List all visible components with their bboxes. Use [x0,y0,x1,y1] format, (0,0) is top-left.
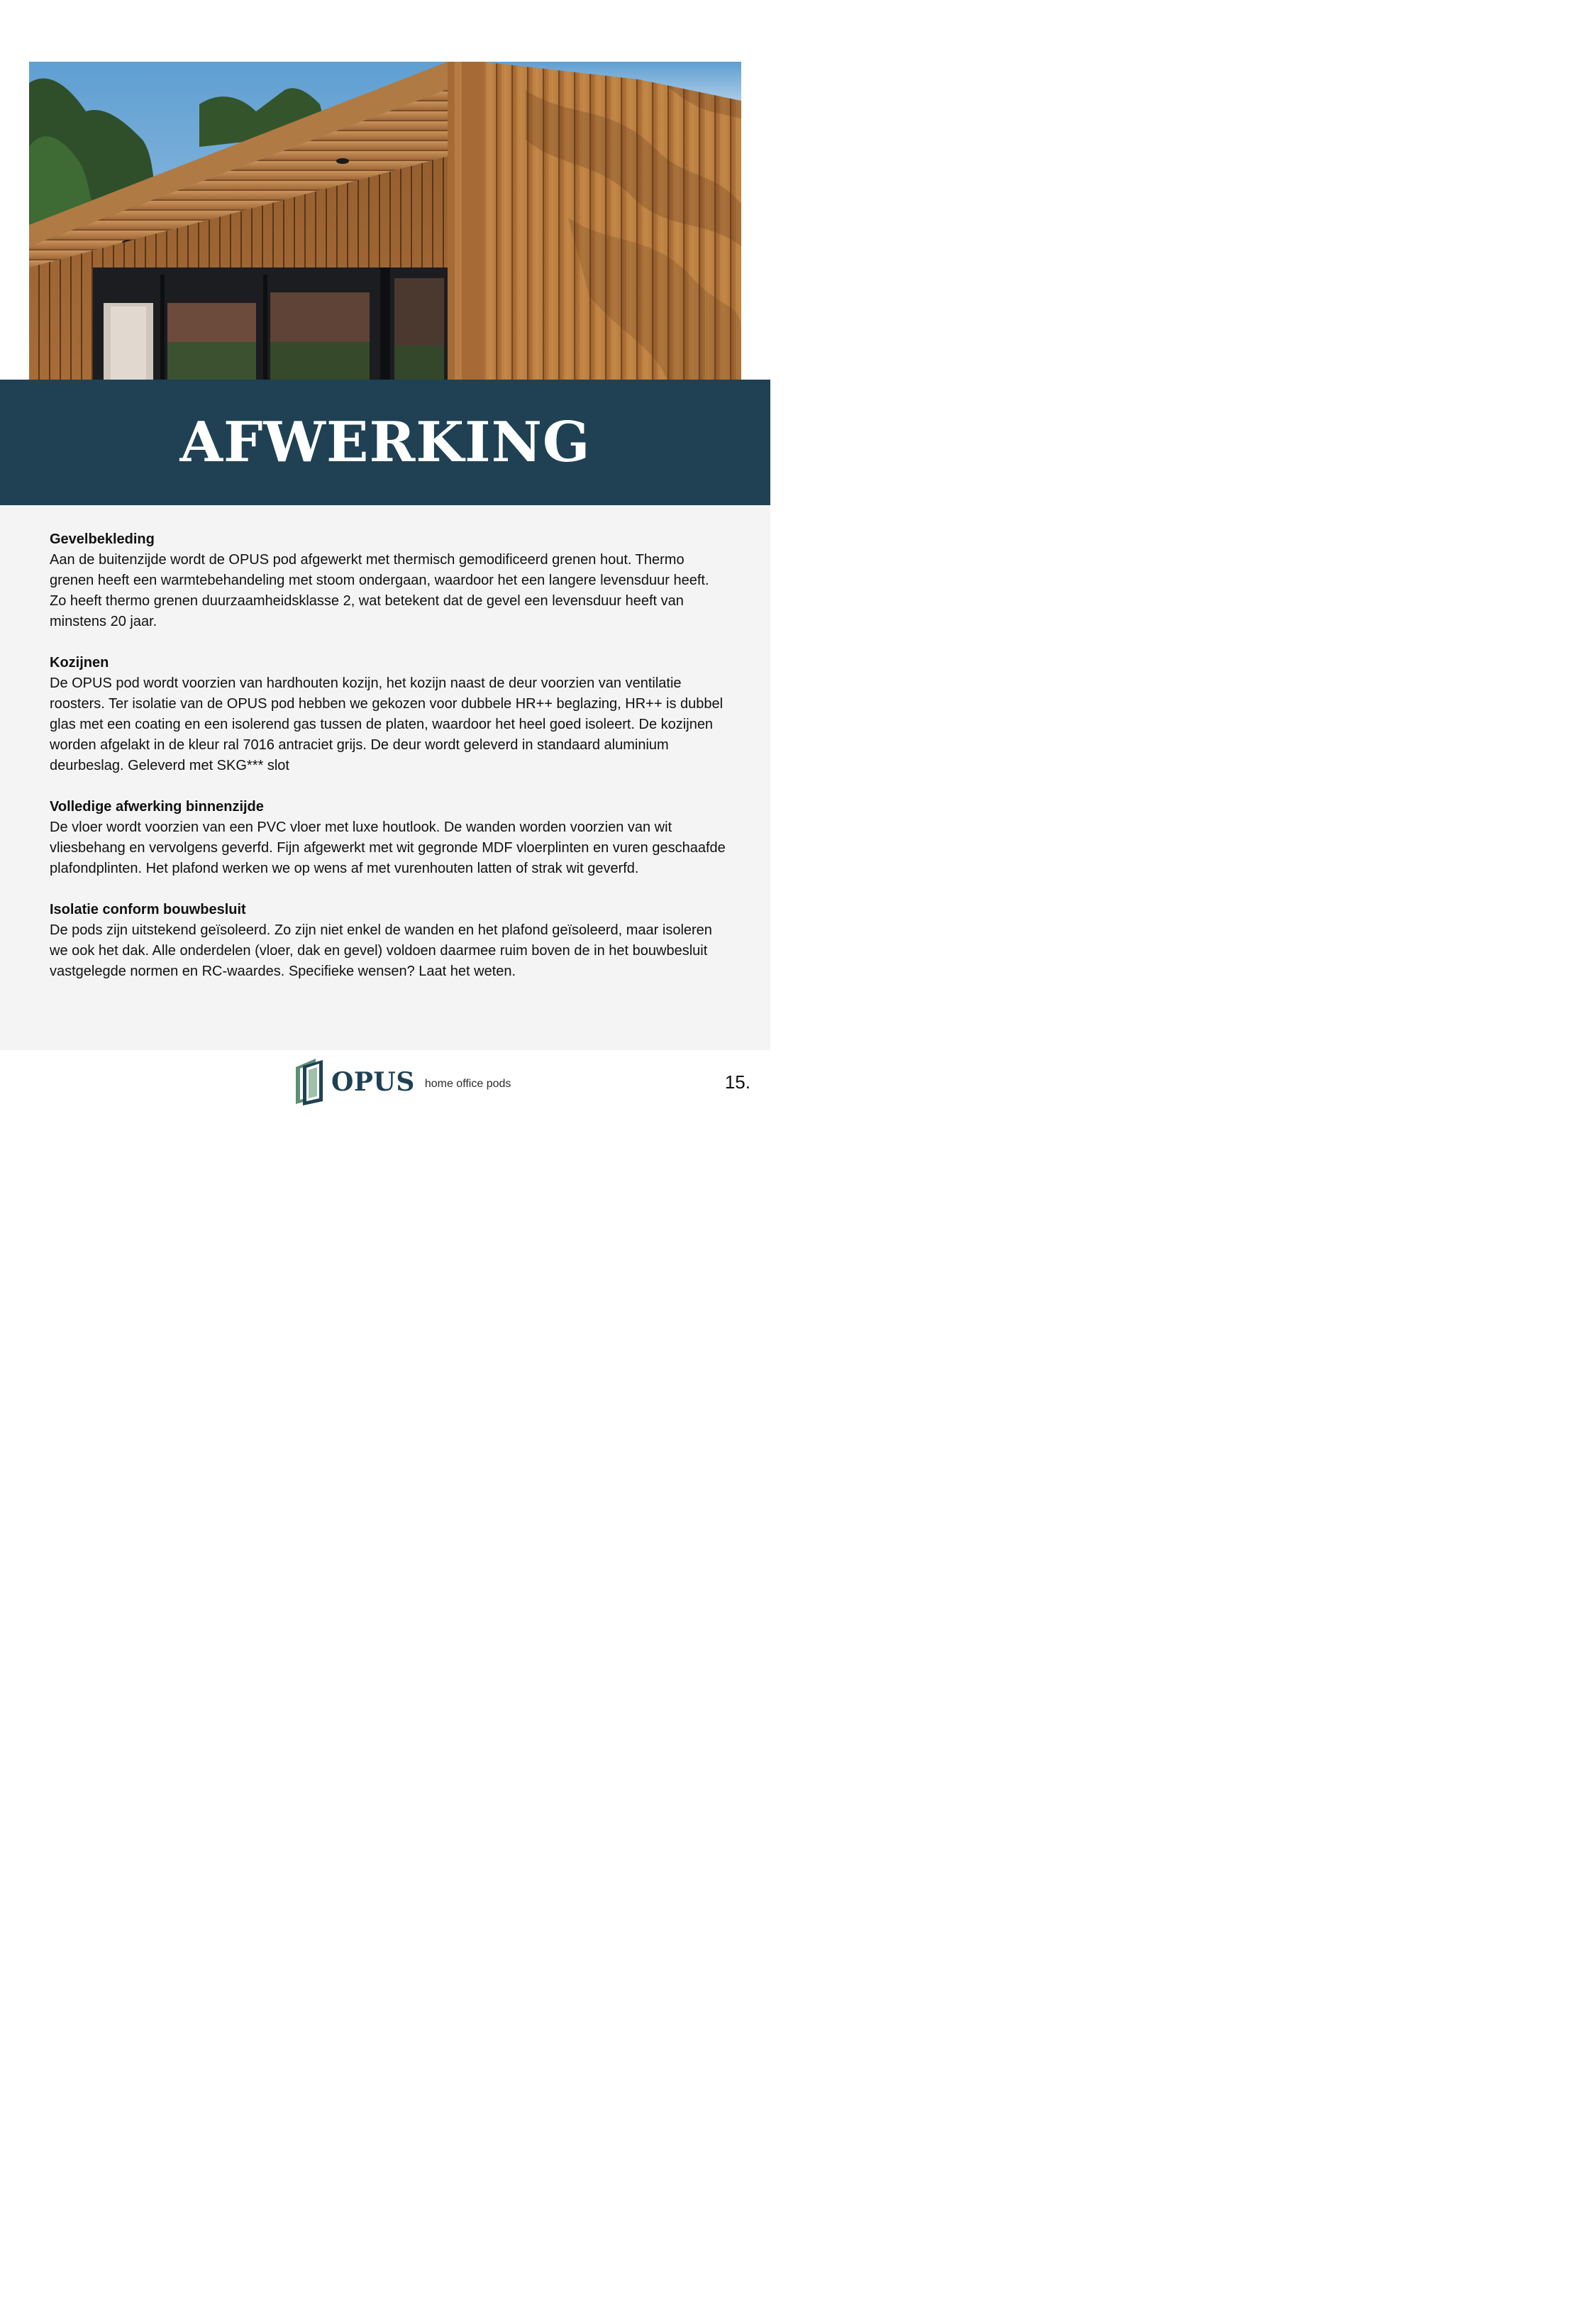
title-band [0,380,770,505]
section-body: De vloer wordt voorzien van een PVC vloer met luxe houtlook. De wanden worden voorzien van wit vliesbehang en vervolgens geverfd. Fijn afgewerkt met wit gegronde MDF vloerplinten en vuren geschaafde plafondplinten. Het plafond werken we op wens af met vurenhouten latten of strak wit geverfd. [50,820,726,876]
section-afwerking-binnenzijde [50,797,728,879]
section-kozijnen [50,653,728,776]
section-body: Aan de buitenzijde wordt de OPUS pod afgewerkt met thermisch gemodificeerd grenen hout. Thermo grenen heeft een warmtebehandeling met stoom ondergaan, waardoor het een langere levensduur heeft. Zo heeft thermo grenen duurzaamheidsklasse 2, wat betekent dat de gevel een levensduur heeft van minstens 20 jaar. [50,552,709,629]
page-title: AFWERKING [179,409,591,475]
section-gevelbekleding [50,529,728,632]
page-number: 15. [724,1071,750,1093]
section-heading: Gevelbekleding [50,531,155,547]
section-isolatie [50,900,728,982]
section-body: De OPUS pod wordt voorzien van hardhouten kozijn, het kozijn naast de deur voorzien van ventilatie roosters. Ter isolatie van de OPUS pod hebben we gekozen voor dubbele HR++ beglazing, HR++ is dubbel glas met een coating en een isolerend gas tussen de platen, waardoor het heel goed isoleert. De kozijnen worden afgelakt in de kleur ral 7016 antraciet grijs. De deur wordt geleverd in standaard aluminium deurbeslag. Geleverd met SKG*** slot [50,675,724,773]
opus-door-logo-icon [294,1057,324,1105]
section-heading: Volledige afwerking binnenzijde [50,799,264,815]
section-heading: Isolatie conform bouwbesluit [50,902,246,917]
brand-tagline: home office pods [424,1078,511,1090]
brand-name: OPUS [331,1067,415,1097]
section-body: De pods zijn uitstekend geïsoleerd. Zo zijn niet enkel de wanden en het plafond geïsoleerd, maar isoleren we ook het dak. Alle onderdelen (vloer, dak en gevel) voldoen daarmee ruim boven de in het bouwbesluit vastgelegde normen en RC-waardes. Specifieke wensen? Laat het weten. [50,922,712,979]
section-heading: Kozijnen [50,655,109,671]
wooden-office-pod-photo [29,62,741,380]
footer [0,1050,770,1107]
content-area [0,505,770,1050]
brand-logo [294,1057,511,1105]
header-photo [29,62,741,380]
